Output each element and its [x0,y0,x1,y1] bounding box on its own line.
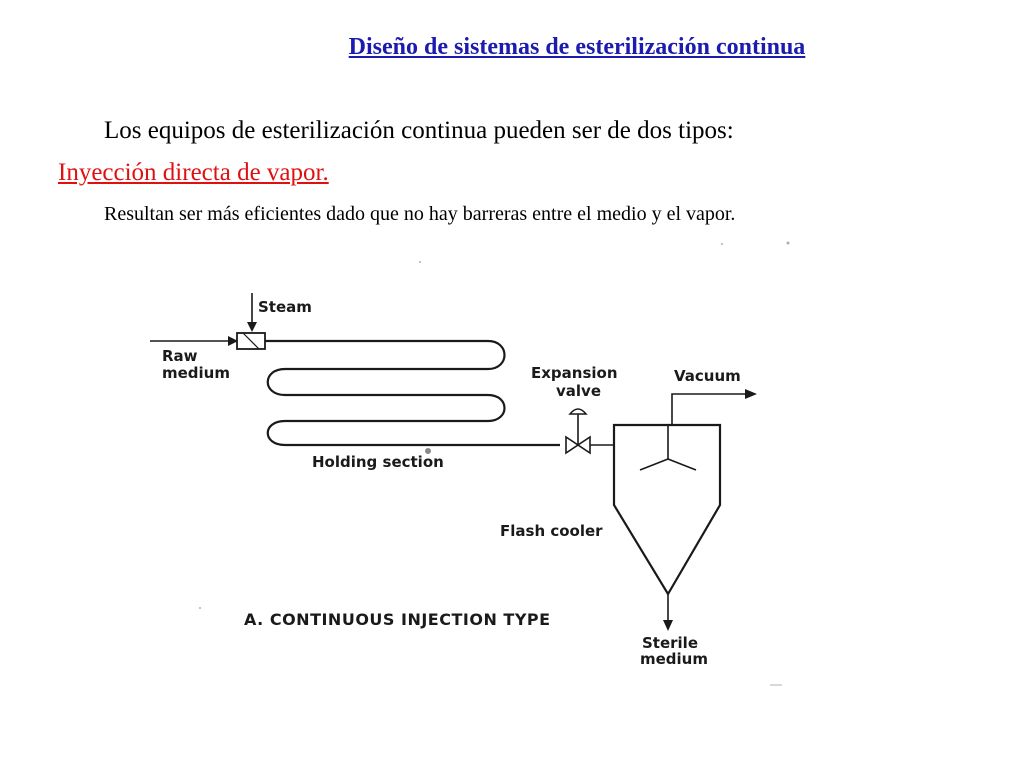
raw-medium-inlet-pipe [150,336,238,346]
subheading-direct-steam-injection: Inyección directa de vapor. [58,159,329,186]
label-flash-cooler: Flash cooler [500,522,603,540]
label-vacuum: Vacuum [674,367,741,385]
slide-title: Diseño de sistemas de esterilización continua [348,34,806,60]
steam-injector [237,333,265,349]
efficiency-note: Resultan ser más eficientes dado que no hay barreras entre el medio y el vapor. [104,203,736,225]
holding-section-coil [265,341,560,445]
label-valve: valve [556,382,601,400]
diagram-caption: A. CONTINUOUS INJECTION TYPE [244,610,551,629]
label-medium: medium [162,364,230,382]
vacuum-outlet-pipe [672,389,757,425]
label-holding-section: Holding section [312,453,444,471]
flash-cooler-vessel [614,425,720,594]
steam-inlet-pipe [247,293,257,332]
label-expansion: Expansion [531,364,618,382]
expansion-valve [566,409,614,453]
label-sterile-medium: medium [640,650,708,668]
label-sterile: Sterile [642,634,699,652]
sterile-medium-outlet [663,594,673,631]
intro-text: Los equipos de esterilización continua pueden ser de dos tipos: [104,117,734,144]
label-steam: Steam [258,298,312,316]
label-raw: Raw [162,347,198,365]
